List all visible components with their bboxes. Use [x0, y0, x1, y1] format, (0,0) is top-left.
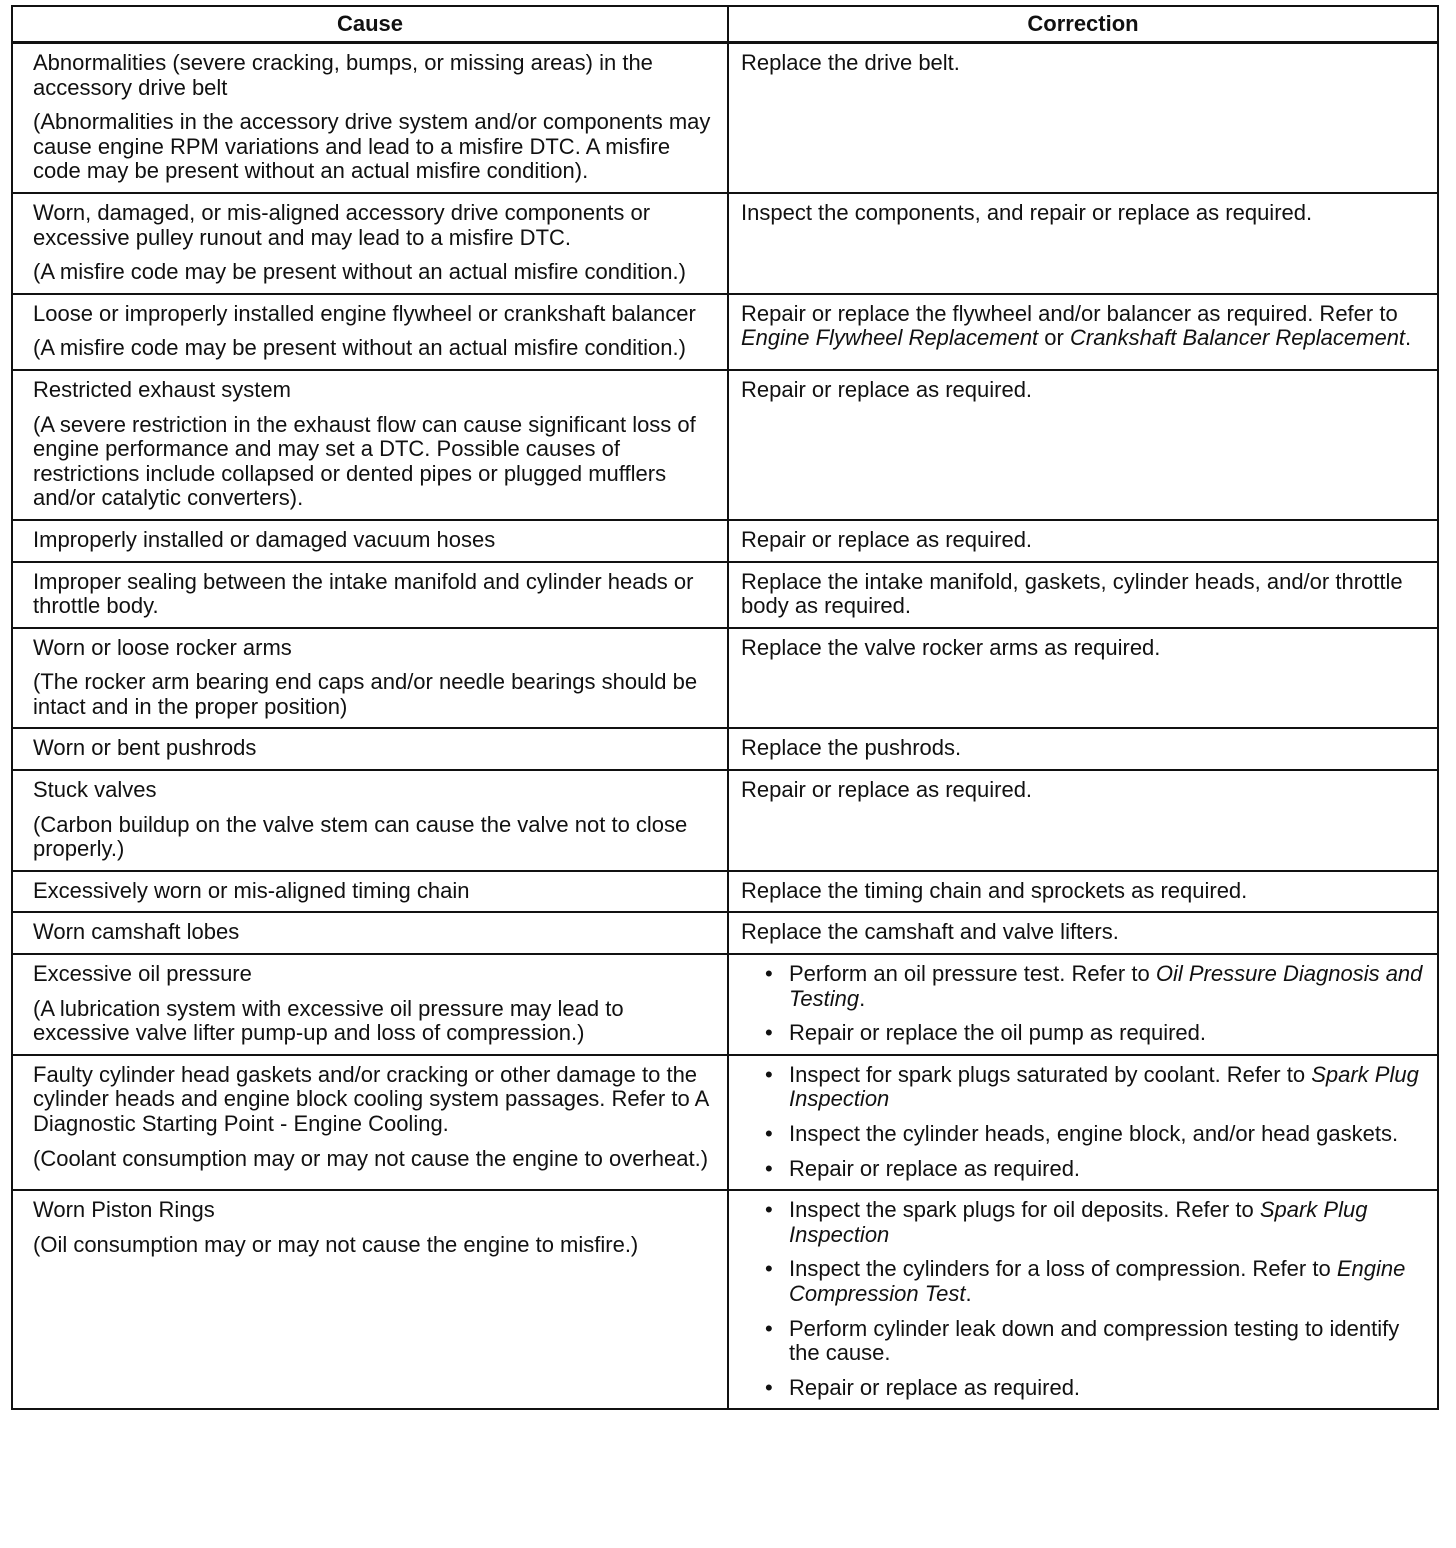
cause-text: Excessive oil pressure — [33, 961, 252, 987]
bullet-text: Inspect the cylinder heads, engine block, and/or head gaskets. — [789, 1121, 1399, 1146]
bullet-text: Inspect the cylinders for a loss of compression. Refer to — [789, 1256, 1331, 1282]
reference-link-spark-plug[interactable]: Spark Plug Inspection — [789, 1197, 1368, 1247]
table-header — [12, 6, 1438, 43]
correction-list — [741, 1063, 1429, 1181]
cause-note: (A misfire code may be present without an actual misfire condition.) — [33, 259, 686, 285]
cause-note: (A severe restriction in the exhaust flow can cause significant loss of engine performance and may set a DTC. Possible causes of restrictions include collapsed or dented pipes or plugged mufflers and/or catalytic converters). — [33, 411, 696, 511]
correction-cell — [728, 562, 1438, 628]
correction-cell — [728, 871, 1438, 913]
reference-link-compression-test[interactable]: Engine Compression Test — [789, 1256, 1406, 1306]
bullet-text: Repair or replace as required. — [789, 1155, 1081, 1181]
correction-text-part: Repair or replace the flywheel and/or balancer as required. Refer to — [741, 300, 1398, 326]
table-row — [12, 562, 1438, 628]
list-item — [741, 1021, 1429, 1046]
correction-cell — [728, 193, 1438, 294]
correction-cell — [728, 294, 1438, 370]
table-row — [12, 43, 1438, 193]
cause-text: Loose or improperly installed engine flywheel or crankshaft balancer — [33, 300, 696, 326]
correction-cell — [728, 954, 1438, 1055]
correction-text: Replace the intake manifold, gaskets, cylinder heads, and/or throttle body as required. — [741, 568, 1403, 619]
bullet-text: Perform an oil pressure test. Refer to — [789, 961, 1150, 987]
reference-link-spark-plug[interactable]: Spark Plug Inspection — [789, 1061, 1419, 1112]
bullet-end: . — [965, 1280, 972, 1306]
table-row — [12, 728, 1438, 770]
correction-text: Repair or replace as required. — [741, 526, 1033, 552]
bullet-text: Inspect for spark plugs saturated by coolant. Refer to — [789, 1061, 1306, 1087]
cause-note: (A misfire code may be present without an actual misfire condition.) — [33, 335, 686, 361]
bullet-text: Inspect the spark plugs for oil deposits. Refer to — [789, 1197, 1254, 1223]
table-row — [12, 628, 1438, 729]
header-cause: Cause — [12, 6, 728, 43]
cause-cell — [12, 912, 728, 954]
cause-text: Worn or bent pushrods — [33, 735, 257, 761]
table-row — [12, 954, 1438, 1055]
correction-text: Repair or replace as required. — [741, 777, 1033, 803]
correction-text: Replace the timing chain and sprockets as required. — [741, 877, 1248, 903]
cause-cell — [12, 1190, 728, 1409]
correction-cell — [728, 728, 1438, 770]
cause-cell — [12, 728, 728, 770]
cause-cell — [12, 628, 728, 729]
list-item — [741, 1376, 1429, 1401]
correction-end: . — [1405, 325, 1412, 351]
cause-text: Improper sealing between the intake manifold and cylinder heads or throttle body. — [33, 568, 694, 619]
cause-cell — [12, 871, 728, 913]
cause-cell — [12, 294, 728, 370]
table-row — [12, 1190, 1438, 1409]
reference-link-oil-pressure[interactable]: Oil Pressure Diagnosis and Testing — [789, 961, 1423, 1011]
cause-note: (Oil consumption may or may not cause the engine to misfire.) — [33, 1231, 639, 1257]
table-row — [12, 871, 1438, 913]
table-row — [12, 370, 1438, 520]
cause-text: Excessively worn or mis-aligned timing chain — [33, 877, 470, 903]
cause-note: (Abnormalities in the accessory drive system and/or components may cause engine RPM variations and lead to a misfire DTC. A misfire code may be present without an actual misfire condition). — [33, 109, 711, 184]
cause-text: Faulty cylinder head gaskets and/or cracking or other damage to the cylinder heads and engine block cooling system passages. Refer to A Diagnostic Starting Point - Engine Cooling. — [33, 1061, 709, 1136]
bullet-end: . — [859, 985, 866, 1011]
correction-cell — [728, 43, 1438, 193]
correction-text: Replace the camshaft and valve lifters. — [741, 919, 1119, 945]
correction-text: Repair or replace as required. — [741, 376, 1033, 402]
reference-link-balancer[interactable]: Crankshaft Balancer Replacement — [1069, 325, 1406, 351]
cause-note: (A lubrication system with excessive oil pressure may lead to excessive valve lifter pump-up and loss of compression.) — [33, 995, 624, 1046]
reference-link-flywheel[interactable]: Engine Flywheel Replacement — [741, 325, 1039, 351]
list-item — [741, 1317, 1429, 1366]
table-row — [12, 1055, 1438, 1190]
correction-cell — [728, 628, 1438, 729]
cause-text: Worn or loose rocker arms — [33, 634, 292, 660]
bullet-text: Perform cylinder leak down and compression testing to identify the cause. — [789, 1315, 1400, 1366]
cause-cell — [12, 562, 728, 628]
cause-note: (Carbon buildup on the valve stem can cause the valve not to close properly.) — [33, 811, 688, 862]
list-item — [741, 1122, 1429, 1147]
table-row — [12, 294, 1438, 370]
bullet-text: Repair or replace the oil pump as required. — [789, 1020, 1207, 1046]
cause-text: Restricted exhaust system — [33, 376, 291, 402]
header-row — [12, 6, 1438, 43]
cause-text: Improperly installed or damaged vacuum hoses — [33, 526, 496, 552]
cause-text: Abnormalities (severe cracking, bumps, or missing areas) in the accessory drive belt — [33, 50, 653, 100]
correction-cell — [728, 520, 1438, 562]
correction-cell — [728, 1190, 1438, 1409]
correction-text: Replace the valve rocker arms as required. — [741, 634, 1161, 660]
correction-or: or — [1044, 325, 1064, 351]
list-item — [741, 1063, 1429, 1112]
table-row — [12, 770, 1438, 871]
correction-cell — [728, 912, 1438, 954]
correction-text: Replace the pushrods. — [741, 735, 962, 761]
table-row — [12, 912, 1438, 954]
correction-list — [741, 962, 1429, 1046]
correction-cell — [728, 770, 1438, 871]
cause-cell — [12, 770, 728, 871]
diagnostic-document — [11, 5, 1437, 1410]
cause-note: (Coolant consumption may or may not cause the engine to overheat.) — [33, 1145, 709, 1171]
table-row — [12, 520, 1438, 562]
cause-text: Stuck valves — [33, 777, 157, 803]
correction-text: Replace the drive belt. — [741, 50, 960, 75]
cause-correction-table — [11, 5, 1439, 1410]
cause-text: Worn camshaft lobes — [33, 919, 240, 945]
correction-list — [741, 1198, 1429, 1400]
correction-cell — [728, 370, 1438, 520]
list-item — [741, 962, 1429, 1011]
correction-text: Inspect the components, and repair or replace as required. — [741, 199, 1313, 225]
cause-cell — [12, 520, 728, 562]
cause-text: Worn Piston Rings — [33, 1197, 215, 1223]
cause-note: (The rocker arm bearing end caps and/or needle bearings should be intact and in the proper position) — [33, 669, 698, 719]
list-item — [741, 1257, 1429, 1306]
list-item — [741, 1198, 1429, 1247]
cause-text: Worn, damaged, or mis-aligned accessory drive components or excessive pulley runout and may lead to a misfire DTC. — [33, 199, 651, 250]
cause-cell — [12, 954, 728, 1055]
correction-text — [741, 302, 1429, 351]
correction-cell — [728, 1055, 1438, 1190]
list-item — [741, 1157, 1429, 1182]
cause-cell — [12, 370, 728, 520]
bullet-text: Repair or replace as required. — [789, 1374, 1081, 1400]
table-row — [12, 193, 1438, 294]
cause-cell — [12, 193, 728, 294]
cause-cell — [12, 1055, 728, 1190]
header-correction: Correction — [728, 6, 1438, 43]
cause-cell — [12, 43, 728, 193]
